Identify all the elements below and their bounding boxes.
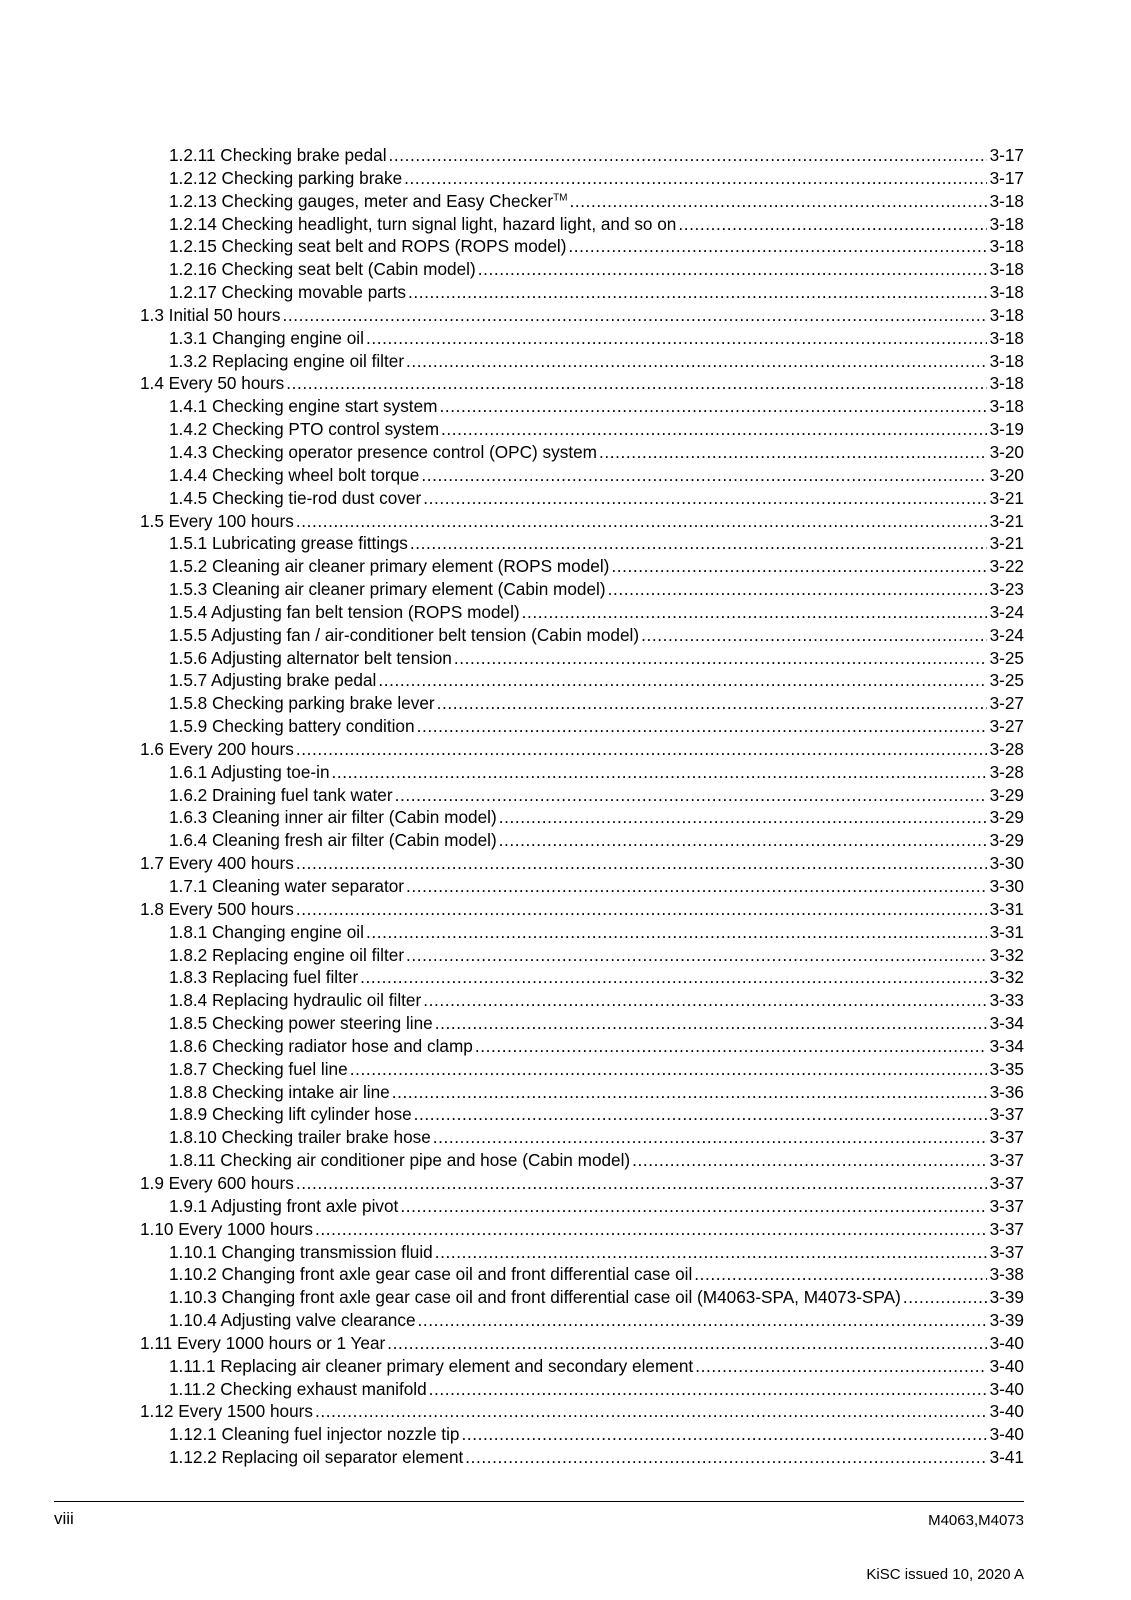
toc-entry-title [169,1126,431,1149]
toc-subsection-entry[interactable] [140,395,1024,418]
toc-page-number: 3-40 [989,1378,1024,1399]
toc-entry-title [169,350,404,373]
toc-section-entry[interactable] [140,1400,1024,1423]
toc-page-number: 3-21 [989,487,1024,508]
toc-dot-leader [441,418,987,441]
toc-subsection-entry[interactable] [140,784,1024,807]
toc-dot-leader [387,1332,986,1355]
toc-entry-title-text: 1.2.11 Checking brake pedal [169,145,387,165]
toc-section-entry[interactable] [140,738,1024,761]
toc-subsection-entry[interactable] [140,1423,1024,1446]
toc-page-number: 3-40 [989,1424,1024,1445]
toc-dot-leader [350,1058,987,1081]
toc-entry-title-text: 1.12.2 Replacing oil separator element [169,1447,464,1468]
toc-entry-title [140,898,294,921]
toc-page-number: 3-32 [989,967,1024,988]
toc-page-number: 3-18 [989,282,1024,303]
toc-dot-leader [423,989,986,1012]
toc-page-number: 3-28 [989,761,1024,782]
toc-entry-title-text: 1.5.9 Checking battery condition [169,716,415,737]
toc-subsection-entry[interactable] [140,1195,1024,1218]
toc-entry-title [169,464,419,487]
toc-subsection-entry[interactable] [140,1286,1024,1309]
toc-entry-title-text: 1.6.3 Cleaning inner air filter (Cabin model) [169,807,497,828]
toc-entry-title [169,1195,398,1218]
toc-dot-leader [437,692,987,715]
toc-dot-leader [406,944,987,967]
toc-entry-title [169,1309,416,1332]
toc-subsection-entry[interactable] [140,555,1024,578]
toc-subsection-entry[interactable] [140,1126,1024,1149]
toc-dot-leader [641,624,987,647]
toc-dot-leader [417,715,987,738]
toc-entry-title [169,669,376,692]
toc-entry-title [169,944,404,967]
toc-section-entry[interactable] [140,510,1024,533]
toc-entry-title-text: 1.12.1 Cleaning fuel injector nozzle tip [169,1424,460,1445]
toc-page-number: 3-37 [989,1172,1024,1193]
toc-entry-title [140,738,294,761]
toc-dot-leader [903,1286,987,1309]
toc-entry-title-text: 1.3.1 Changing engine oil [169,327,364,348]
toc-entry-title-text: 1.4 Every 50 hours [140,373,285,394]
toc-entry-title-text: 1.8.1 Changing engine oil [169,921,364,942]
toc-entry-title [140,510,294,533]
toc-entry-title [169,647,452,670]
toc-section-entry[interactable] [140,1172,1024,1195]
toc-entry-title-text: 1.6.2 Draining fuel tank water [169,784,393,805]
toc-page-number: 3-18 [989,190,1024,211]
toc-dot-leader [678,213,986,236]
toc-dot-leader [408,281,987,304]
toc-page-number: 3-40 [989,1401,1024,1422]
toc-entry-title-text: 1.5.5 Adjusting fan / air-conditioner belt tension (Cabin model) [169,624,640,645]
toc-entry-title-text: 1.6.4 Cleaning fresh air filter (Cabin model) [169,830,497,851]
toc-dot-leader [418,1309,987,1332]
toc-entry-title-text: 1.3.2 Replacing engine oil filter [169,350,405,371]
toc-page-number: 3-18 [989,213,1024,234]
toc-dot-leader [286,372,986,395]
toc-entry-title [169,213,676,236]
toc-dot-leader [378,669,986,692]
toc-subsection-entry[interactable] [140,235,1024,258]
toc-dot-leader [315,1400,987,1423]
toc-page-number: 3-27 [989,716,1024,737]
toc-entry-title-text: 1.8.8 Checking intake air line [169,1081,390,1102]
toc-subsection-entry[interactable] [140,167,1024,190]
toc-page-number: 3-19 [989,419,1024,440]
toc-entry-title-text: 1.4.4 Checking wheel bolt torque [169,464,420,485]
toc-dot-leader [423,487,986,510]
toc-entry-title [169,601,520,624]
toc-entry-title-text: 1.5.7 Adjusting brake pedal [169,670,377,691]
toc-dot-leader [475,1035,987,1058]
toc-dot-leader [465,1446,986,1469]
toc-entry-title [140,304,280,327]
toc-dot-leader [429,1378,987,1401]
toc-page-number: 3-21 [989,510,1024,531]
toc-subsection-entry[interactable] [140,989,1024,1012]
toc-entry-title [169,1355,693,1378]
toc-page-number: 3-29 [989,784,1024,805]
toc-entry-title [169,258,476,281]
toc-entry-title [140,1400,313,1423]
toc-entry-title-text: 1.4.2 Checking PTO control system [169,419,440,440]
toc-entry-title-text: 1.4.1 Checking engine start system [169,396,438,417]
toc-entry-title [169,1378,427,1401]
toc-subsection-entry[interactable] [140,761,1024,784]
toc-dot-leader [599,441,987,464]
toc-section-entry[interactable] [140,852,1024,875]
toc-entry-title-text: 1.8.6 Checking radiator hose and clamp [169,1035,473,1056]
toc-entry-title [140,1218,313,1241]
toc-entry-title-text: 1.5.6 Adjusting alternator belt tension [169,647,452,668]
toc-page-number: 3-33 [989,990,1024,1011]
toc-entry-title [169,875,404,898]
toc-entry-title [169,1012,433,1035]
toc-subsection-entry[interactable] [140,258,1024,281]
toc-entry-title-text: 1.2.13 Checking gauges, meter and Easy Checker [169,190,554,211]
toc-subsection-entry[interactable] [140,647,1024,670]
toc-entry-title [169,578,606,601]
toc-page-number: 3-34 [989,1013,1024,1034]
toc-entry-title-text: 1.8 Every 500 hours [140,898,294,919]
toc-subsection-entry[interactable] [140,1309,1024,1332]
toc-entry-title-text: 1.5.1 Lubricating grease fittings [169,533,408,554]
toc-subsection-entry[interactable] [140,806,1024,829]
toc-entry-title-text: 1.5 Every 100 hours [140,510,294,531]
toc-entry-title [169,761,330,784]
toc-subsection-entry[interactable] [140,1103,1024,1126]
toc-section-entry[interactable] [140,1218,1024,1241]
toc-entry-title-text: 1.2.15 Checking seat belt and ROPS (ROPS model) [169,236,567,257]
toc-entry-title [169,418,439,441]
toc-page-number: 3-18 [989,373,1024,394]
toc-page-number: 3-30 [989,876,1024,896]
toc-entry-title [140,1332,385,1355]
toc-entry-title [169,1035,473,1058]
toc-entry-title [169,1058,348,1081]
toc-entry-title [140,372,284,395]
toc-entry-title [169,966,358,989]
toc-entry-title [169,487,421,510]
toc-entry-title-text: 1.11 Every 1000 hours or 1 Year [140,1332,386,1353]
toc-entry-title-text: 1.9 Every 600 hours [140,1172,294,1193]
toc-entry-title-text: 1.8.9 Checking lift cylinder hose [169,1104,412,1125]
toc-page-number: 3-18 [989,259,1024,280]
toc-entry-title [169,692,435,715]
toc-entry-title-text: 1.11.1 Replacing air cleaner primary element and secondary element [169,1355,694,1376]
toc-subsection-entry[interactable] [140,1012,1024,1035]
toc-subsection-entry[interactable] [140,715,1024,738]
toc-subsection-entry[interactable] [140,350,1024,373]
toc-entry-title-text: 1.2.14 Checking headlight, turn signal light, hazard light, and so on [169,213,677,234]
toc-page-number: 3-37 [989,1104,1024,1125]
trademark-symbol: TM [553,191,568,203]
toc-page-number: 3-37 [989,1150,1024,1171]
toc-dot-leader [410,532,987,555]
toc-subsection-entry[interactable] [140,1035,1024,1058]
toc-dot-leader [400,1195,986,1218]
toc-entry-title [169,921,364,944]
toc-section-entry[interactable] [140,1332,1024,1355]
toc-page-number: 3-30 [989,853,1024,874]
toc-dot-leader [296,898,987,921]
toc-subsection-entry[interactable] [140,1149,1024,1172]
toc-page-number: 3-38 [989,1264,1024,1285]
toc-entry-title-text: 1.10.1 Changing transmission fluid [169,1241,433,1262]
toc-entry-title-text: 1.6 Every 200 hours [140,738,294,759]
toc-dot-leader [570,190,987,213]
toc-subsection-entry[interactable] [140,1241,1024,1264]
toc-dot-leader [421,464,986,487]
toc-subsection-entry[interactable] [140,1058,1024,1081]
toc-page-number: 3-20 [989,464,1024,485]
toc-subsection-entry[interactable] [140,1081,1024,1104]
toc-dot-leader [315,1218,987,1241]
toc-entry-title [169,167,402,190]
toc-entry-title-text: 1.8.10 Checking trailer brake hose [169,1127,431,1148]
toc-dot-leader [332,761,987,784]
toc-section-entry[interactable] [140,372,1024,395]
toc-entry-title-text: 1.5.4 Adjusting fan belt tension (ROPS model) [169,601,520,622]
toc-entry-title-text: 1.9.1 Adjusting front axle pivot [169,1195,399,1216]
toc-page-number: 3-24 [989,624,1024,645]
toc-page-number: 3-20 [989,441,1024,462]
toc-page-number: 3-37 [989,1127,1024,1148]
toc-page-number: 3-18 [989,396,1024,417]
toc-entry-title [169,829,497,852]
toc-entry-title-text: 1.8.11 Checking air conditioner pipe and hose (Cabin model) [169,1150,631,1171]
toc-entry-title [169,1149,630,1172]
toc-page-number: 3-23 [989,579,1024,600]
toc-entry-title [169,784,393,807]
toc-dot-leader [414,1103,987,1126]
toc-subsection-entry[interactable] [140,921,1024,944]
toc-entry-title [169,395,437,418]
toc-dot-leader [392,1081,987,1104]
toc-page-number: 3-18 [989,327,1024,348]
toc-entry-title-text: 1.8.5 Checking power steering line [169,1013,433,1034]
toc-subsection-entry[interactable] [140,441,1024,464]
toc-dot-leader [296,738,987,761]
toc-entry-title-text: 1.7 Every 400 hours [140,853,294,874]
toc-subsection-entry[interactable] [140,669,1024,692]
toc-page-number: 3-40 [989,1332,1024,1353]
toc-entry-title-text: 1.5.3 Cleaning air cleaner primary element (Cabin model) [169,579,606,600]
toc-dot-leader [366,327,987,350]
toc-page-number: 3-34 [989,1035,1024,1056]
toc-subsection-entry[interactable] [140,418,1024,441]
toc-entry-title-text: 1.3 Initial 50 hours [140,304,281,325]
toc-dot-leader [406,875,987,898]
toc-page-number: 3-37 [989,1195,1024,1216]
toc-section-entry[interactable] [140,898,1024,921]
toc-dot-leader [568,235,986,258]
toc-entry-title-text: 1.4.5 Checking tie-rod dust cover [169,487,422,508]
toc-page-number: 3-18 [989,350,1024,371]
footer-issue-info: KiSC issued 10, 2020 A [866,1566,1024,1583]
toc-entry-title-text: 1.8.2 Replacing engine oil filter [169,944,405,965]
toc-entry-title-text: 1.7.1 Cleaning water separator [169,876,405,896]
toc-subsection-entry[interactable] [140,144,1024,167]
toc-entry-title-text: 1.10.2 Changing front axle gear case oil and front differential case oil [169,1264,693,1285]
toc-page-number: 3-41 [989,1447,1024,1468]
toc-dot-leader [404,167,986,190]
footer-rule [54,1501,1024,1502]
toc-page-number: 3-18 [989,304,1024,325]
toc-entry-title-text: 1.10.3 Changing front axle gear case oil and front differential case oil (M4063-SPA, M4073-SPA) [169,1287,901,1308]
toc-subsection-entry[interactable] [140,1378,1024,1401]
toc-entry-title [169,1286,901,1309]
toc-entry-title [169,190,568,213]
toc-section-entry[interactable] [140,304,1024,327]
toc-page-number: 3-29 [989,807,1024,828]
toc-entry-title [169,1446,463,1469]
toc-page-number: 3-27 [989,693,1024,714]
toc-page-number: 3-35 [989,1058,1024,1079]
toc-subsection-entry[interactable] [140,966,1024,989]
toc-entry-title [169,1103,412,1126]
toc-entry-title [169,532,408,555]
toc-dot-leader [433,1126,987,1149]
toc-entry-title-text: 1.10 Every 1000 hours [140,1218,313,1239]
toc-page-number: 3-31 [989,898,1024,919]
toc-subsection-entry[interactable] [140,624,1024,647]
toc-page-number: 3-31 [989,921,1024,942]
toc-dot-leader [406,350,987,373]
toc-entry-title [169,281,406,304]
toc-entry-title-text: 1.10.4 Adjusting valve clearance [169,1310,416,1331]
toc-subsection-entry[interactable] [140,532,1024,555]
toc-subsection-entry[interactable] [140,464,1024,487]
toc-entry-title-text: 1.2.17 Checking movable parts [169,282,406,303]
toc-page-number: 3-21 [989,533,1024,554]
toc-dot-leader [366,921,987,944]
toc-dot-leader [360,966,986,989]
toc-dot-leader [296,1172,987,1195]
toc-dot-leader [611,555,986,578]
toc-page-number: 3-37 [989,1218,1024,1239]
toc-page-number: 3-39 [989,1310,1024,1331]
toc-subsection-entry[interactable] [140,875,1024,898]
toc-entry-title [169,1081,390,1104]
toc-entry-title-text: 1.5.8 Checking parking brake lever [169,693,435,714]
toc-dot-leader [282,304,986,327]
toc-entry-title [169,441,597,464]
toc-subsection-entry[interactable] [140,601,1024,624]
toc-dot-leader [439,395,986,418]
toc-dot-leader [461,1423,986,1446]
toc-dot-leader [296,510,987,533]
toc-page-number: 3-32 [989,944,1024,965]
toc-entry-title [169,989,421,1012]
toc-dot-leader [435,1012,987,1035]
toc-subsection-entry[interactable] [140,1263,1024,1286]
footer-page-number: viii [54,1509,74,1528]
toc-dot-leader [296,852,987,875]
toc-entry-title-text: 1.11.2 Checking exhaust manifold [169,1378,427,1399]
toc-entry-title-text: 1.5.2 Cleaning air cleaner primary element (ROPS model) [169,556,610,577]
toc-entry-title [169,144,387,167]
toc-page-number: 3-36 [989,1081,1024,1102]
table-of-contents [140,144,1024,1469]
toc-subsection-entry[interactable] [140,944,1024,967]
toc-entry-title-text: 1.6.1 Adjusting toe-in [169,761,330,782]
toc-dot-leader [395,784,987,807]
toc-page-number: 3-22 [989,556,1024,577]
toc-page-number: 3-39 [989,1287,1024,1308]
toc-page-number: 3-29 [989,830,1024,851]
toc-subsection-entry[interactable] [140,327,1024,350]
toc-entry-title [140,1172,294,1195]
toc-entry-title [169,1263,692,1286]
toc-subsection-entry[interactable] [140,487,1024,510]
toc-entry-title-text: 1.4.3 Checking operator presence control (OPC) system [169,441,597,462]
toc-dot-leader [632,1149,986,1172]
toc-entry-title-text: 1.8.3 Replacing fuel filter [169,967,359,988]
toc-page-number: 3-25 [989,670,1024,691]
toc-page-number: 3-25 [989,647,1024,668]
toc-subsection-entry[interactable] [140,578,1024,601]
toc-dot-leader [608,578,987,601]
toc-entry-title-text: 1.2.16 Checking seat belt (Cabin model) [169,259,476,280]
toc-subsection-entry[interactable] [140,829,1024,852]
toc-dot-leader [499,806,987,829]
toc-dot-leader [695,1355,986,1378]
toc-subsection-entry[interactable] [140,1446,1024,1469]
toc-subsection-entry[interactable] [140,213,1024,236]
toc-entry-title [169,555,609,578]
toc-subsection-entry[interactable] [140,1355,1024,1378]
toc-page-number: 3-40 [989,1355,1024,1376]
toc-subsection-entry[interactable] [140,692,1024,715]
toc-dot-leader [454,647,987,670]
toc-dot-leader [478,258,987,281]
toc-dot-leader [522,601,987,624]
toc-entry-title-text: 1.2.12 Checking parking brake [169,167,403,188]
toc-entry-title-text: 1.12 Every 1500 hours [140,1401,313,1422]
toc-dot-leader [499,829,987,852]
toc-page-number: 3-18 [989,236,1024,257]
toc-page-number: 3-17 [989,145,1024,165]
toc-dot-leader [435,1241,987,1264]
toc-page-number: 3-17 [989,167,1024,188]
toc-entry-title-text: 1.8.4 Replacing hydraulic oil filter [169,990,422,1011]
toc-entry-title [169,327,364,350]
toc-subsection-entry[interactable] [140,281,1024,304]
toc-entry-title [140,852,294,875]
toc-entry-title [169,715,415,738]
toc-entry-title [169,1241,433,1264]
toc-entry-title [169,1423,459,1446]
footer-model-numbers: M4063,M4073 [928,1512,1024,1529]
toc-entry-title [169,624,639,647]
toc-subsection-entry[interactable] [140,190,1024,213]
toc-page-number: 3-24 [989,601,1024,622]
toc-entry-title [169,806,497,829]
toc-entry-title-text: 1.8.7 Checking fuel line [169,1058,348,1079]
toc-page-number: 3-28 [989,738,1024,759]
toc-dot-leader [389,144,987,167]
toc-entry-title [169,235,566,258]
toc-dot-leader [694,1263,986,1286]
toc-page-number: 3-37 [989,1241,1024,1262]
